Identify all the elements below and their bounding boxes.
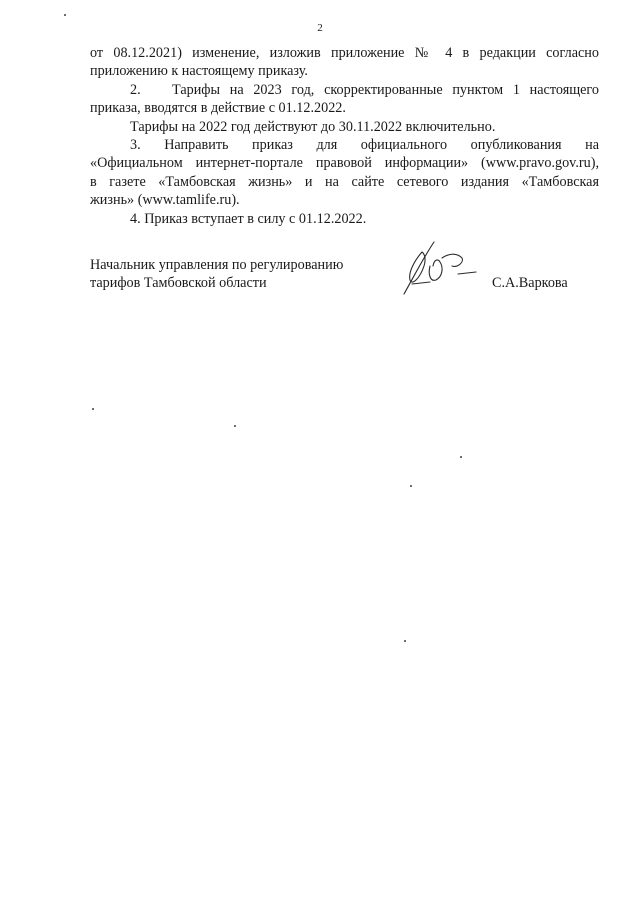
- signatory-position-line-1: Начальник управления по регулированию: [90, 257, 344, 273]
- scan-speck: [64, 14, 66, 16]
- paragraph-2-text: Тарифы на 2023 год, скорректированные пунктом 1 настоящего: [172, 81, 599, 98]
- signatory-position-line-2: тарифов Тамбовской области: [90, 275, 267, 292]
- signatory-position: [90, 256, 343, 293]
- paragraph-2-number: 2.: [130, 81, 141, 98]
- paragraph-2b: Тарифы на 2022 год действуют до 30.11.2022 включительно.: [130, 118, 496, 135]
- paragraph-3-line-1: 3. Направить приказ для официального опубликования на: [130, 136, 599, 153]
- scan-speck: [92, 408, 94, 410]
- page-number: 2: [317, 22, 323, 34]
- paragraph-2-line-2: приказа, вводятся в действие с 01.12.2022.: [90, 100, 346, 117]
- scan-speck: [404, 640, 406, 642]
- scan-speck: [410, 485, 412, 487]
- paragraph-3-line-2: «Официальном интернет-портале правовой информации» (www.pravo.gov.ru),: [90, 155, 599, 172]
- signatory-name: С.А.Варкова: [492, 275, 568, 291]
- paragraph-1-line-2: приложению к настоящему приказу.: [90, 63, 308, 80]
- scan-speck: [234, 425, 236, 427]
- paragraph-4: 4. Приказ вступает в силу с 01.12.2022.: [130, 210, 367, 227]
- paragraph-2-line-1: [90, 81, 599, 99]
- handwritten-signature: [400, 236, 480, 300]
- order-body: [90, 44, 599, 228]
- scan-speck: [460, 456, 462, 458]
- paragraph-3-line-3: в газете «Тамбовская жизнь» и на сайте сетевого издания «Тамбовская: [90, 173, 599, 190]
- paragraph-3-line-4: жизнь» (www.tamlife.ru).: [90, 192, 240, 209]
- paragraph-1-line-1: от 08.12.2021) изменение, изложив приложение № 4 в редакции согласно: [90, 45, 599, 61]
